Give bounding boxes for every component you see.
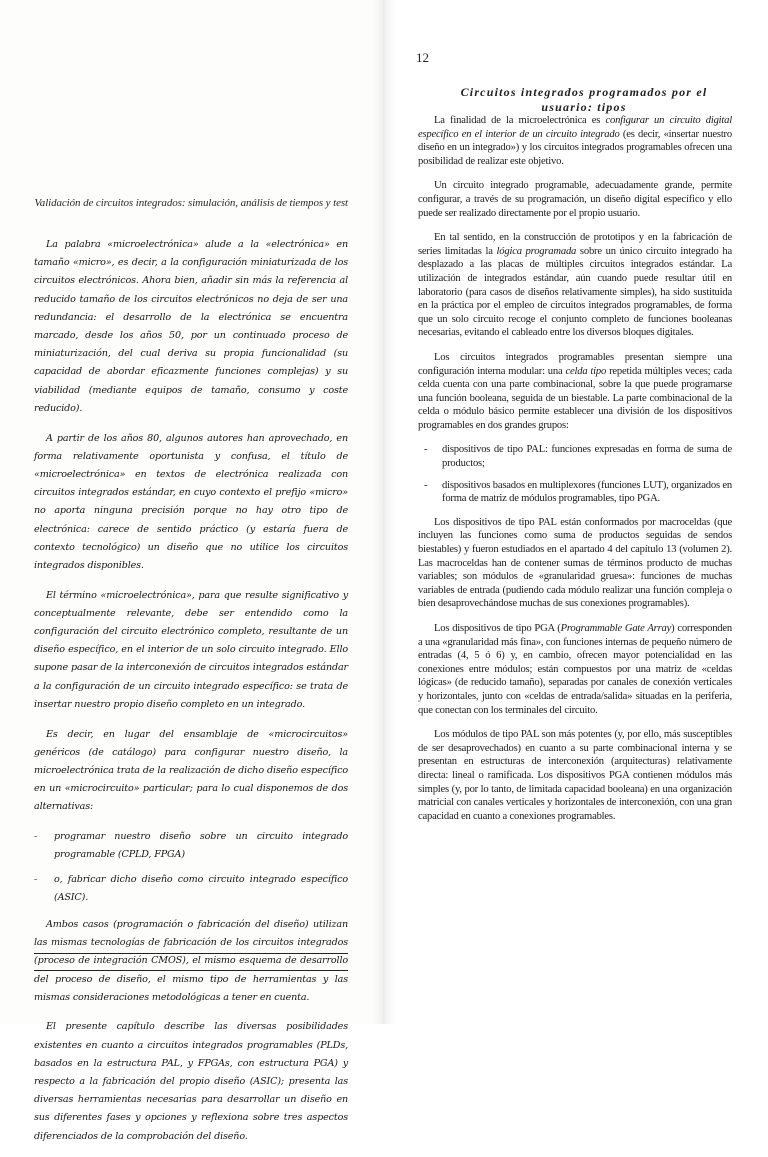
right-bullet-item-1 xyxy=(418,443,732,470)
text-run: ) corresponden a una «granularidad más fina», con funciones internas de pequeño número de entradas (4, 5 ó 6) y, en cambio, ofrecen mayor potencialidad en las conexiones entre módulos; están compuestos por una matriz de «celdas lógicas» (de reducido tamaño), separadas por canales de conexión verticales y horizontales, junto con «celdas de entrada/salida» situadas en la periferia, que conectan con los terminales del circuito. xyxy=(418,623,732,716)
text-run: Los dispositivos de tipo PGA ( xyxy=(434,623,561,634)
emphasis-text: configurar un circuito digital específico en el interior de un circuito integrado xyxy=(418,115,733,140)
left-page-body xyxy=(34,236,348,1157)
dash-marker: - xyxy=(34,831,38,843)
right-bullet-text-2: dispositivos basados en multiplexores (funciones LUT), organizados en forma de matriz de módulos programables, tipo PGA. xyxy=(442,479,732,505)
emphasis-text: celda tipo xyxy=(565,365,607,377)
left-bullet-list xyxy=(34,828,348,907)
right-paragraph-4 xyxy=(418,351,732,433)
dash-marker: - xyxy=(34,873,38,885)
emphasis-text: Programmable Gate Array xyxy=(560,623,672,634)
text-run: La finalidad de la microelectrónica es xyxy=(434,115,606,126)
right-page-body xyxy=(418,114,732,834)
left-paragraph-5: Ambos casos (programación o fabricación del diseño) utilizan las mismas tecnologías de fabricación de los circuitos integrados (proceso de integración CMOS), el mismo esquema de desarrollo del proceso de diseño, el mismo tipo de herramientas y las mismas consideraciones metodológicas a tener en cuenta. xyxy=(34,918,348,1003)
right-bullet-text-1: dispositivos de tipo PAL: funciones expresadas en forma de suma de productos; xyxy=(442,444,732,470)
right-paragraph-1 xyxy=(418,114,732,168)
text-run: repetida múltiples veces; cada celda cuenta con una parte combinacional, sobre la que puede programarse una función booleana, seguida de un biestable. La parte combinacional de la celda o módulo básico permite establecer una división de los dispositivos programables en dos grandes grupos: xyxy=(418,365,733,431)
right-paragraph-6 xyxy=(418,622,732,717)
left-bullet-item-2 xyxy=(34,871,348,907)
footnote-rule-2 xyxy=(34,970,348,971)
text-run: (es decir, «insertar nuestro diseño en un integrado») y los circuitos integrados programables ofrecen una posibilidad de realizar este objetivo. xyxy=(418,128,732,167)
footnote-rule-1 xyxy=(34,953,348,954)
right-bullet-item-2 xyxy=(418,479,732,506)
right-page-section-title: Circuitos integrados programados por el usuario: tipos xyxy=(460,85,708,114)
left-paragraph-3: El término «microelectrónica», para que resulte significativo y conceptualmente relevante, debe ser entendido como la configuración del circuito electrónico completo, resultante de un diseño específico, en el interior de un solo circuito integrado. Ello supone pasar de la interconexión de circuitos integrados estándar a la configuración de un circuito integrado específico: se trata de insertar nuestro propio diseño completo en un integrado. xyxy=(34,589,348,710)
left-paragraph-2: A partir de los años 80, algunos autores han aprovechado, en forma relativamente oportunista y confusa, el título de «microelectrónica» en textos de electrónica realizada con circuitos integrados estándar, en cuyo contexto el prefijo «micro» no aporta ninguna precisión porque no hay otro tipo de electrónica: carece de sentido práctico (y estaría fuera de contexto tecnológico) un diseño que no utilice los circuitos integrados disponibles. xyxy=(34,432,348,571)
dash-marker: - xyxy=(424,479,428,491)
emphasis-text: lógica programada xyxy=(496,245,577,257)
right-paragraph-5: Los dispositivos de tipo PAL están conformados por macroceldas (que incluyen las funciones como suma de productos seguidas de sendos biestables) y fueron estudiados en el apartado 4 del capítulo 13 (volumen 2). Las macroceldas han de contener sumas de términos producto de muchas variables; son módulos de «granularidad gruesa»: funciones de muchas variables de entrada (pudiendo cada módulo realizar una función compleja o bien desaprovechándose muchas de sus conexiones programables). xyxy=(418,516,732,610)
left-bullet-text-2: o, fabricar dicho diseño como circuito integrado específico (ASIC). xyxy=(54,873,348,903)
left-page-section-title: Validación de circuitos integrados: simulación, análisis de tiempos y test xyxy=(34,197,348,209)
text-run: sobre un único circuito integrado ha desplazado a las placas de múltiples circuitos integrados estándar. La utilización de integrados estándar, aún cuando puede resultar útil en laboratorio (para casos de diseños relativamente simples), ha sido sustituida en la práctica por el empleo de circuitos integrados programables, de forma que un solo circuito recoge el conjunto completo de funciones booleanas necesarias, evitando el cableado entre los diversos bloques digitales. xyxy=(418,245,732,339)
dash-marker: - xyxy=(424,444,428,456)
right-bullet-list xyxy=(418,443,732,505)
left-bullet-item-1 xyxy=(34,828,348,864)
left-paragraph-4: Es decir, en lugar del ensamblaje de «microcircuitos» genéricos (de catálogo) para configurar nuestro diseño, la microelectrónica trata de la realización de dicho diseño específico en un «microcircuito» particular; para lo cual disponemos de dos alternativas: xyxy=(34,728,348,813)
text-run: Los circuitos integrados programables presentan siempre una configuración interna modular: una xyxy=(418,351,732,377)
right-paragraph-7: Los módulos de tipo PAL son más potentes (y, por ello, más susceptibles de ser desaprovechados) en cuanto a su parte combinacional interna y se presentan en estructuras de interconexión (arquitecturas) relativamente directa: lineal o ramificada. Los dispositivos PGA contienen módulos más simples (y, por lo tanto, de limitada capacidad booleana) en una organización matricial con canales verticales y horizontales de interconexión, con una gran capacidad en cuanto a conexiones programables. xyxy=(418,729,732,822)
left-bullet-text-1: programar nuestro diseño sobre un circuito integrado programable (CPLD, FPGA) xyxy=(54,831,348,861)
text-run: En tal sentido, en la construcción de prototipos y en la fabricación de series limitadas la xyxy=(418,232,732,257)
right-paragraph-3 xyxy=(418,231,732,340)
right-paragraph-2: Un circuito integrado programable, adecuadamente grande, permite configurar, a través de su programación, un diseño digital específico y ello puede ser realizado directamente por el propio usuario. xyxy=(418,180,732,219)
left-paragraph-6: El presente capítulo describe las diversas posibilidades existentes en cuanto a circuitos integrados programables (PLDs, basados en la estructura PAL, y FPGAs, con estructura PGA) y respecto a la fabricación del propio diseño (ASIC); presenta las diversas herramientas necesarias para desarrollar un diseño en sus diferentes fases y opciones y reflexiona sobre tres aspectos diferenciados de la comprobación del diseño. xyxy=(34,1021,348,1142)
page-number: 12 xyxy=(416,50,429,65)
left-paragraph-1: La palabra «microelectrónica» alude a la «electrónica» en tamaño «micro», es decir, a la configuración miniaturizada de los circuitos electrónicos. Ahora bien, añadir sin más la referencia al reducido tamaño de los circuitos electrónicos no deja de ser una redundancia: el desarrollo de la electrónica se encuentra marcado, desde los años 50, por un continuado proceso de miniaturización, del cual deriva su propia funcionalidad (su capacidad de abordar eficazmente funciones complejas) y su viabilidad (mediante equipos de tamaño, consumo y coste reducido). xyxy=(34,239,348,414)
